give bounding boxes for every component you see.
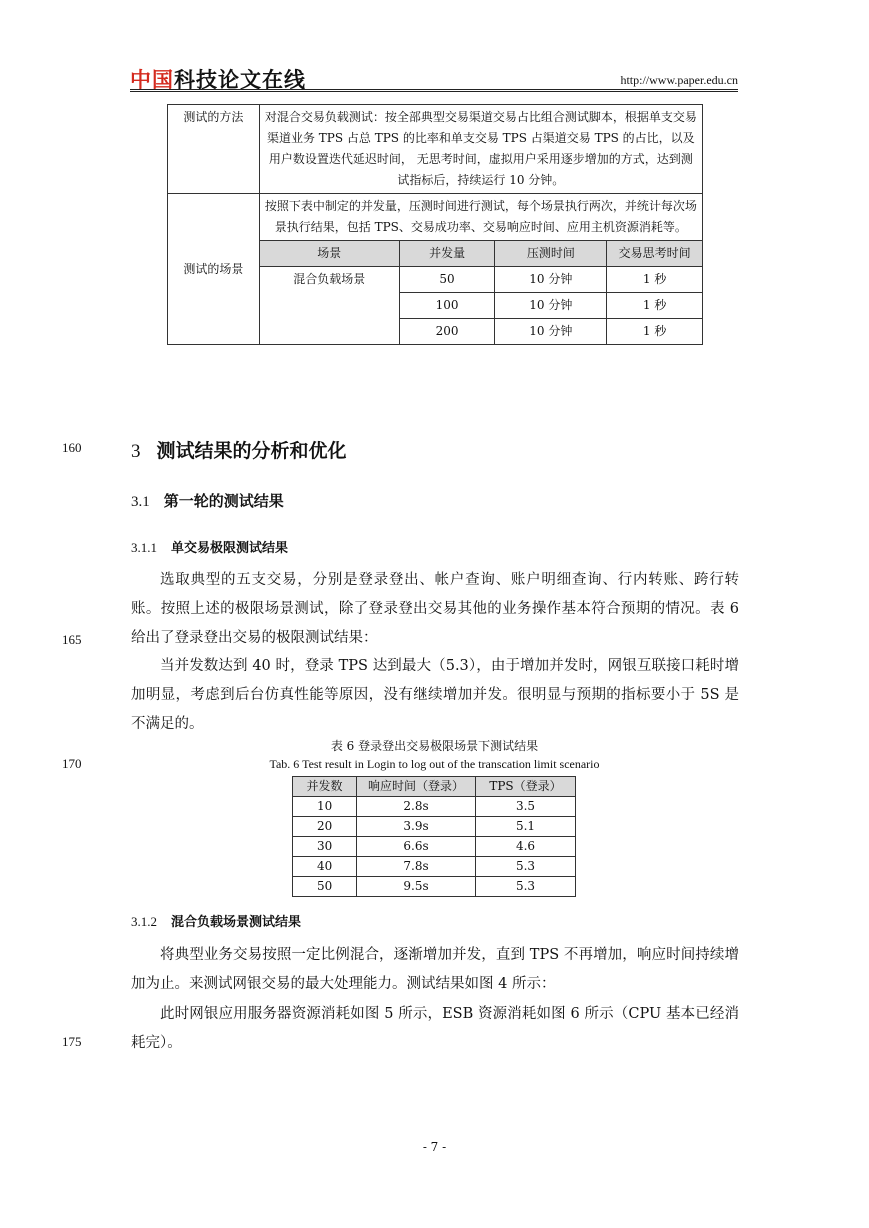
- login-result-table: [292, 776, 576, 897]
- table-cell: 50: [293, 877, 357, 897]
- line-number: 175: [62, 1034, 82, 1049]
- body-paragraph: 选取典型的五支交易，分别是登录登出、帐户查询、账户明细查询、行内转账、跨行转账。按照上述的极限场景测试，除了登录登出交易其他的业务操作基本符合预期的情况。表 6 给出了登录登出交易的极限测试结果：: [131, 572, 739, 646]
- inner-header-concurrency: 并发量: [399, 241, 495, 267]
- table-cell: 30: [293, 837, 357, 857]
- subsection-heading: 3.1 第一轮的测试结果: [131, 492, 284, 510]
- line-number: 160: [62, 440, 82, 455]
- table-header: TPS（登录）: [476, 777, 576, 797]
- table-cell: 3.5: [476, 797, 576, 817]
- table-header: 响应时间（登录）: [357, 777, 476, 797]
- test-plan-table: [167, 104, 703, 345]
- table-cell: 5.3: [476, 857, 576, 877]
- header-url: http://www.paper.edu.cn: [620, 73, 738, 87]
- inner-header-scene: 场景: [259, 241, 399, 267]
- subsubsection-heading: 3.1.2 混合负载场景测试结果: [131, 914, 302, 930]
- table-cell: 20: [293, 817, 357, 837]
- table-row: [293, 877, 576, 897]
- body-paragraph: 当并发数达到 40 时，登录 TPS 达到最大（5.3），由于增加并发时，网银互联接口耗时增加明显，考虑到后台仿真性能等原因，没有继续增加并发。很明显与预期的指标要小于 5S 是不满足的。: [131, 658, 739, 732]
- table-cell: 4.6: [476, 837, 576, 857]
- line-number: 165: [62, 632, 82, 647]
- table-header: 并发数: [293, 777, 357, 797]
- table-cell: 10: [293, 797, 357, 817]
- page-number: - 7 -: [422, 1140, 447, 1154]
- table-cell: 9.5s: [357, 877, 476, 897]
- method-label: 测试的方法: [168, 105, 260, 194]
- table-cell: 1 秒: [607, 293, 703, 319]
- table-cell: 7.8s: [357, 857, 476, 877]
- body-paragraph: 此时网银应用服务器资源消耗如图 5 所示，ESB 资源消耗如图 6 所示（CPU 基本已经消耗完）。: [131, 1006, 739, 1051]
- header-rule-double: [130, 91, 738, 92]
- body-paragraph: 将典型业务交易按照一定比例混合，逐渐增加并发，直到 TPS 不再增加，响应时间持续增加为止。来测试网银交易的最大处理能力。测试结果如图 4 所示：: [131, 947, 739, 992]
- table-cell: 6.6s: [357, 837, 476, 857]
- inner-header-think-time: 交易思考时间: [607, 241, 703, 267]
- header-rule: [130, 89, 738, 90]
- table-cell: 10 分钟: [495, 293, 607, 319]
- table-cell: 5.1: [476, 817, 576, 837]
- table-cell: 10 分钟: [495, 319, 607, 345]
- scenario-name: 混合负载场景: [259, 267, 399, 345]
- table-row: [293, 837, 576, 857]
- table-cell: 100: [399, 293, 495, 319]
- table-cell: 2.8s: [357, 797, 476, 817]
- table-row: [293, 857, 576, 877]
- table-cell: 3.9s: [357, 817, 476, 837]
- table-row: [293, 817, 576, 837]
- line-number: 170: [62, 756, 82, 771]
- table-cell: 200: [399, 319, 495, 345]
- table-caption-en: Tab. 6 Test result in Login to log out of the transcation limit scenario: [269, 757, 600, 771]
- table-caption-cn: 表 6 登录登出交易极限场景下测试结果: [330, 739, 539, 753]
- scenario-text: 按照下表中制定的并发量，压测时间进行测试，每个场景执行两次，并统计每次场景执行结果，包括 TPS、交易成功率、交易响应时间、应用主机资源消耗等。: [259, 194, 702, 241]
- table-cell: 1 秒: [607, 267, 703, 293]
- inner-header-duration: 压测时间: [495, 241, 607, 267]
- table-cell: 5.3: [476, 877, 576, 897]
- table-cell: 50: [399, 267, 495, 293]
- table-cell: 40: [293, 857, 357, 877]
- subsubsection-heading: 3.1.1 单交易极限测试结果: [131, 540, 289, 556]
- table-row: [293, 797, 576, 817]
- journal-logo: 中国科技论文在线: [130, 68, 306, 92]
- scenario-label: 测试的场景: [168, 194, 260, 345]
- table-cell: 1 秒: [607, 319, 703, 345]
- table-cell: 10 分钟: [495, 267, 607, 293]
- method-text: 对混合交易负载测试：按全部典型交易渠道交易占比组合测试脚本，根据单支交易渠道业务 TPS 占总 TPS 的比率和单支交易 TPS 占渠道交易 TPS 的占比，以及用户数设置迭代延迟时间， 无思考时间，虚拟用户采用逐步增加的方式，达到测试指标后，持续运行 10 分钟。: [259, 105, 702, 194]
- section-heading: 3 测试结果的分析和优化: [131, 440, 347, 462]
